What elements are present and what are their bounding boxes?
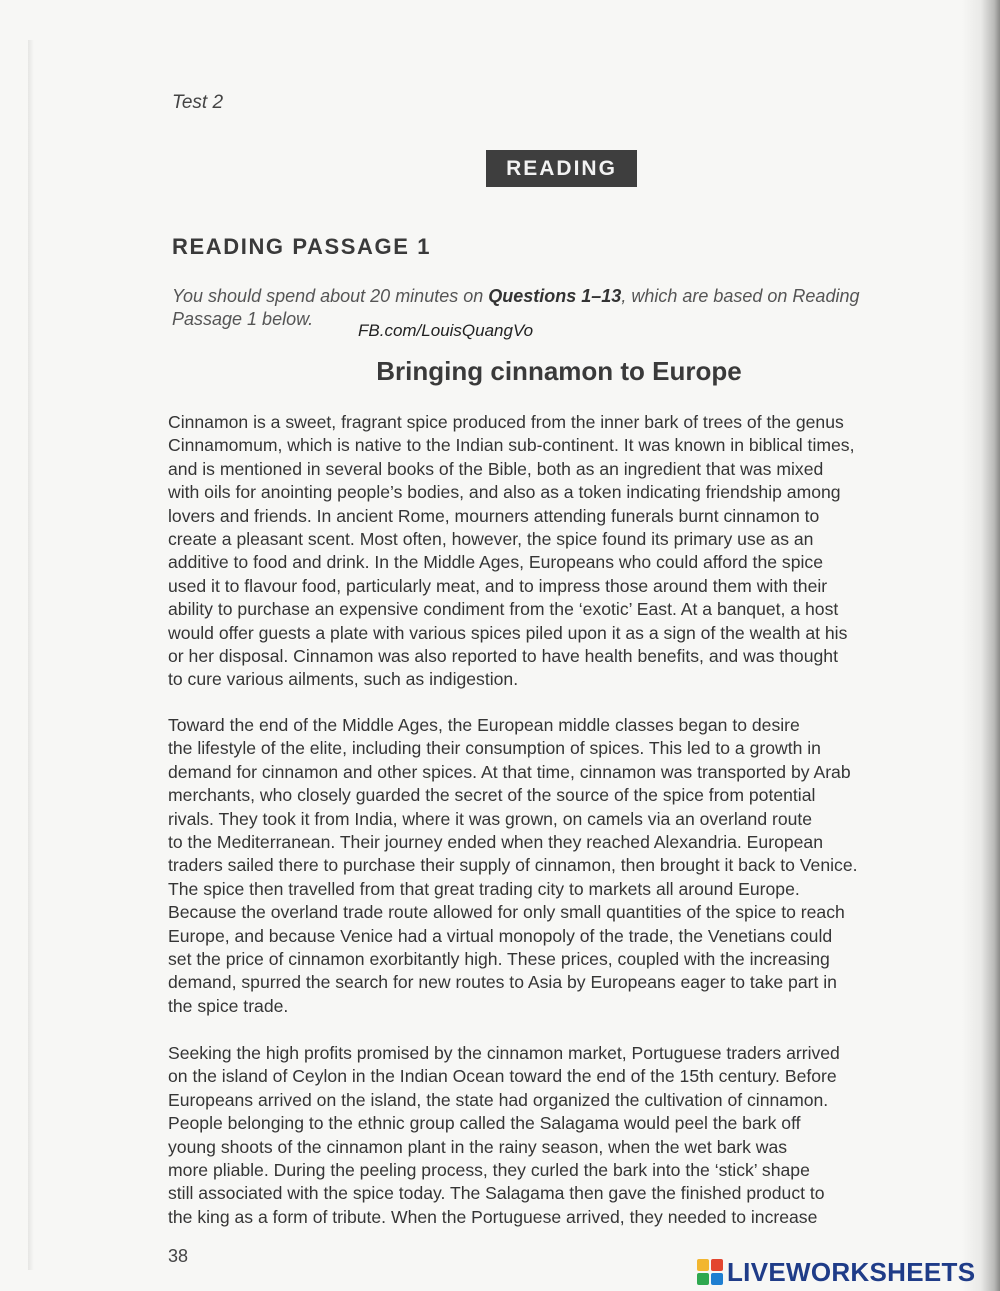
instructions-line-2: Passage 1 below. [172,309,314,329]
paragraph-line: Cinnamon is a sweet, fragrant spice produced from the inner bark of trees of the genus [168,412,844,432]
paragraph-line: to the Mediterranean. Their journey ended when they reached Alexandria. European [168,832,823,853]
liveworksheets-wordmark: LIVEWORKSHEETS [727,1256,976,1287]
paragraph-line: demand for cinnamon and other spices. At that time, cinnamon was transported by Arab [168,761,851,782]
paragraph-line: Europeans arrived on the island, the state had organized the cultivation of cinnamon. [168,1089,829,1110]
paragraph-line: traders sailed there to purchase their supply of cinnamon, then brought it back to Venice. [168,855,858,876]
instructions-questions-range: Questions 1–13 [488,286,622,306]
paragraph-line: on the island of Ceylon in the Indian Ocean toward the end of the 15th century. Before [168,1066,837,1087]
paragraph-1 [168,411,958,692]
paragraph-line: Cinnamomum, which is native to the Indian sub-continent. It was known in biblical times, [168,435,855,456]
paragraph-line: The spice then travelled from that great trading city to markets all around Europe. [168,878,800,899]
paragraph-line: Seeking the high profits promised by the cinnamon market, Portuguese traders arrived [168,1043,840,1063]
paragraph-line: young shoots of the cinnamon plant in the rainy season, when the wet bark was [168,1136,788,1157]
instructions-text-after: , which are based on Reading [621,286,860,306]
paragraph-line: still associated with the spice today. The Salagama then gave the finished product to [168,1183,825,1204]
paragraph-line: to cure various ailments, such as indigestion. [168,669,519,690]
instructions-text-before: You should spend about 20 minutes on [172,286,489,306]
passage-title: Bringing cinnamon to Europe [376,356,742,386]
logo-square-1 [697,1259,709,1271]
paragraph-line: Europe, and because Venice had a virtual monopoly of the trade, the Venetians could [168,925,833,946]
paragraph-line: People belonging to the ethnic group called the Salagama would peel the bark off [168,1113,801,1134]
paragraph-line: additive to food and drink. In the Middle Ages, Europeans who could afford the spice [168,552,823,573]
paragraph-line: lovers and friends. In ancient Rome, mourners attending funerals burnt cinnamon to [168,505,820,526]
paragraph-line: demand, spurred the search for new routes to Asia by Europeans eager to take part in [168,972,837,993]
paragraph-line: or her disposal. Cinnamon was also reported to have health benefits, and was thought [168,646,838,667]
logo-square-3 [697,1273,709,1285]
paragraph-line: used it to flavour food, particularly meat, and to impress those around them with their [168,575,828,596]
paragraph-line: set the price of cinnamon exorbitantly high. These prices, coupled with the increasing [168,949,830,970]
page-edge-shadow-right [962,0,1000,1291]
paragraph-line: create a pleasant scent. Most often, however, the spice found its primary use as an [168,529,814,550]
paragraph-line: more pliable. During the peeling process, they curled the bark into the ‘stick’ shape [168,1160,810,1181]
liveworksheets-logo[interactable] [697,1255,975,1289]
paragraph-line: Because the overland trade route allowed for only small quantities of the spice to reach [168,902,845,923]
paragraph-2 [168,714,958,1018]
paragraph-line: with oils for anointing people’s bodies, and also as a token indicating friendship among [168,482,841,503]
paragraph-line: rivals. They took it from India, where it was grown, on camels via an overland route [168,808,813,829]
paragraph-line: the lifestyle of the elite, including their consumption of spices. This led to a growth in [168,738,821,759]
paragraph-line: the spice trade. [168,995,289,1016]
page-number: 38 [168,1246,189,1266]
passage-heading: READING PASSAGE 1 [172,234,432,259]
logo-square-4 [711,1273,723,1285]
paragraph-line: and is mentioned in several books of the Bible, both as an ingredient that was mixed [168,458,824,479]
paragraph-3 [168,1042,958,1229]
section-label: READING [486,150,637,187]
running-head: Test 2 [172,92,224,113]
instructions [172,285,942,331]
paragraph-line: Toward the end of the Middle Ages, the European middle classes began to desire [168,715,800,735]
paragraph-line: the king as a form of tribute. When the Portuguese arrived, they needed to increase [168,1206,818,1227]
liveworksheets-icon [697,1259,723,1285]
paragraph-line: would offer guests a plate with various spices piled upon it as a sign of the wealth at his [168,622,848,643]
page-edge-shadow-left [28,40,34,1270]
paragraph-line: merchants, who closely guarded the secret of the source of the spice from potential [168,785,816,806]
handwritten-handle: FB.com/LouisQuangVo [358,321,534,340]
logo-square-2 [711,1259,723,1271]
paragraph-line: ability to purchase an expensive condiment from the ‘exotic’ East. At a banquet, a host [168,599,839,620]
